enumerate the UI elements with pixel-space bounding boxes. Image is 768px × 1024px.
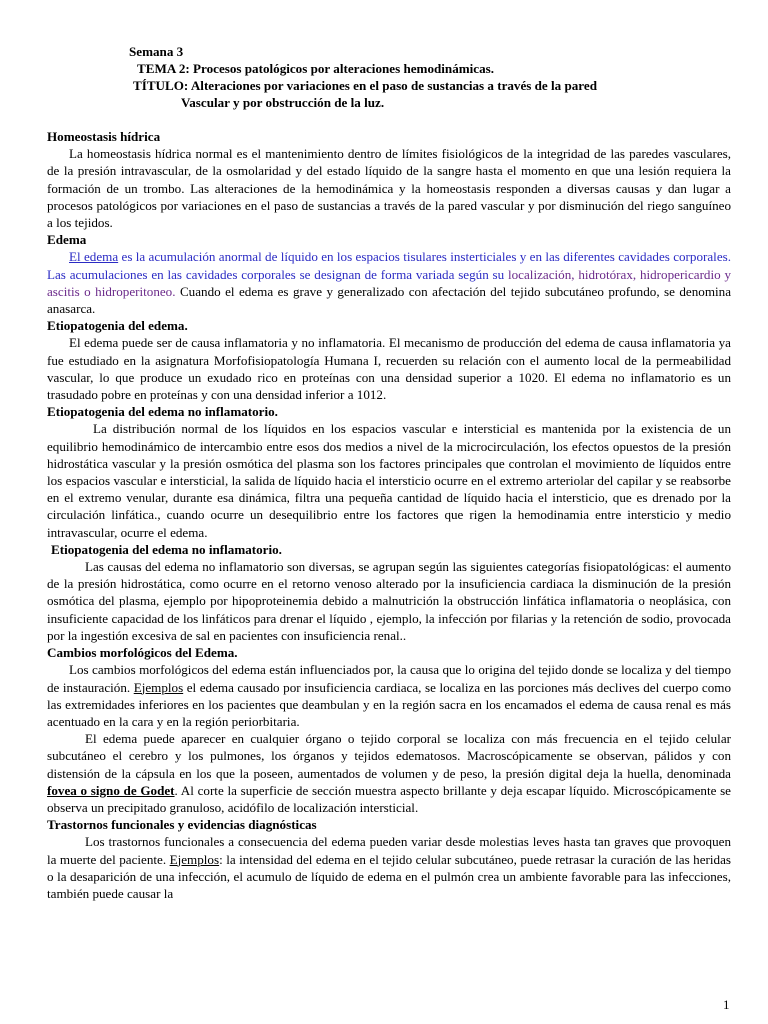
paragraph-homeostasis: La homeostasis hídrica normal es el mantenimiento dentro de límites fisiológicos de la integridad de las paredes vasculares, de la presión intravascular, de la osmolaridad y del estado líquido de la sangre hasta el momento en que una lesión requiera la formación de un trombo. Las alteraciones de la hemodinámica y la homeostasis responden a diversas causas y dan lugar a procesos patológicos por variaciones en el paso de sustancias a través de la pared vascular y por disminución del riego sanguíneo a los tejidos. bbox=[47, 146, 731, 231]
heading-cambios: Cambios morfológicos del Edema. bbox=[47, 645, 238, 661]
edema-localization: localización, hidrotórax, hidropericardio y ascitis o hidroperitoneo. bbox=[47, 266, 732, 299]
paragraph-trastornos bbox=[47, 833, 731, 902]
cambios2-text-a: El edema puede aparecer en cualquier órgano o tejido corporal se localiza con más frecuencia en el tejido celular subcutáneo el cerebro y los pulmones, los órganos y tejidos edematosos. Macroscópicamente se observan, pálidos y con distensión de la cápsula en los que la poseen, aumentados de volumen y de peso, la presión digital deja la huella, denominada bbox=[47, 731, 731, 781]
titulo-line-2: Vascular y por obstrucción de la luz. bbox=[181, 95, 385, 110]
page-number: 1 bbox=[723, 997, 730, 1012]
edema-anasarca: Cuando el edema es grave y generalizado con afectación del tejido subcutáneo profundo, se denomina anasarca. bbox=[47, 283, 732, 317]
tema-title: TEMA 2: Procesos patológicos por alteraciones hemodinámicas. bbox=[137, 61, 495, 76]
godet-sign: fovea o signo de Godet bbox=[47, 782, 175, 798]
paragraph-cambios-2 bbox=[47, 730, 731, 816]
paragraph-no-inflamatorio-1: La distribución normal de los líquidos en los espacios vascular e intersticial es mantenida por la existencia de un equilibrio hemodinámico de intercambio entre esos dos medios a nivel de la microcirculación, los efectos opuestos de la presión hidrostática vascular y la presión osmótica del plasma son los factores principales que controlan el movimiento de líquidos entre los espacios vascular e intersticial, la salida de líquido hacia el intersticio ocurre en el extremo arteriolar del capilar y se reabsorbe en el extremo venular, durante esa dinámica, filtra una pequeña cantidad de líquido hacia el intersticio, que es drenado por la circulación linfática., cuando ocurre un desequilibrio entre los factores que rigen la hemodinamia entre intersticio y medio intravascular, ocurre el edema. bbox=[47, 421, 731, 540]
heading-homeostasis: Homeostasis hídrica bbox=[47, 129, 161, 144]
trastornos-text-a: Los trastornos funcionales a consecuencia del edema pueden variar desde molestias leves hasta tan graves que provoquen la muerte del paciente. bbox=[47, 834, 731, 867]
cambios-text-b: el edema causado por insuficiencia cardiaca, se localiza en las porciones más declives del cuerpo como las extremidades inferiores en los pacientes que deambulan y en la región sacra en los encamados el edema de causa renal es más acentuado en la cara y en la región periorbitaria. bbox=[47, 679, 732, 729]
titulo-line-1: TÍTULO: Alteraciones por variaciones en el paso de sustancias a través de la pared bbox=[133, 78, 597, 93]
heading-no-inflamatorio-2: Etiopatogenia del edema no inflamatorio. bbox=[51, 541, 282, 557]
ejemplos-link-2[interactable]: Ejemplos bbox=[169, 851, 220, 867]
trastornos-text-b: : la intensidad del edema en el tejido celular subcutáneo, puede retrasar la curación de las heridas o la desaparición de una infección, el acumulo de líquido de edema en el pulmón crea un ambiente favorable para las infecciones, también puede causar la bbox=[47, 851, 731, 901]
heading-trastornos: Trastornos funcionales y evidencias diagnósticas bbox=[47, 817, 317, 833]
cambios2-text-b: . Al corte la superficie de sección muestra aspecto brillante y deja escapar líquido. Microscópicamente se observa un precipitado granuloso, acidófilo de localización intersticial. bbox=[47, 782, 731, 815]
heading-no-inflamatorio-1: Etiopatogenia del edema no inflamatorio. bbox=[47, 404, 278, 420]
paragraph-etiopatogenia: El edema puede ser de causa inflamatoria y no inflamatoria. El mecanismo de producción del edema de causa inflamatoria ya fue estudiado en la asignatura Morfofisiopatología Humana I, recuerden su relación con el aumento local de la permeabilidad vascular, lo que produce un exudado rico en proteínas con una densidad superior a 1020. El edema no inflamatorio es un trasudado pobre en proteínas y con una densidad inferior a 1012. bbox=[47, 335, 731, 403]
paragraph-cambios-1 bbox=[47, 661, 731, 730]
paragraph-no-inflamatorio-2: Las causas del edema no inflamatorio son diversas, se agrupan según las siguientes categorías fisiopatológicas: el aumento de la presión hidrostática, como ocurre en el retorno venoso alterado por la insuficiencia cardiaca la disminución de la presión osmótica del plasma, ejemplo por hipoproteinemia debido a malnutrición la obstrucción linfática inflamatoria o neoplásica, con insuficiente capacidad de los linfáticos para drenar el líquido , ejemplo, la infección por filarias y la retención de sodio, provocada por la ingestión excesiva de sal en pacientes con insuficiencia renal.. bbox=[47, 559, 731, 643]
edema-definition: es la acumulación anormal de líquido en los espacios tisulares insterticiales y en las diferentes cavidades corporales. Las acumulaciones en las cavidades corporales se designan de forma variada según su bbox=[47, 249, 731, 282]
heading-etiopatogenia: Etiopatogenia del edema. bbox=[47, 318, 188, 334]
heading-edema: Edema bbox=[47, 232, 87, 248]
cambios-text-a: Los cambios morfológicos del edema están influenciados por, la causa que lo origina del tejido donde se localiza y del tiempo de instauración. bbox=[47, 662, 731, 695]
week-label: Semana 3 bbox=[129, 44, 184, 59]
edema-link[interactable]: El edema bbox=[69, 249, 119, 265]
document-body bbox=[47, 128, 731, 902]
paragraph-edema bbox=[47, 248, 731, 317]
ejemplos-link-1[interactable]: Ejemplos bbox=[133, 679, 184, 695]
